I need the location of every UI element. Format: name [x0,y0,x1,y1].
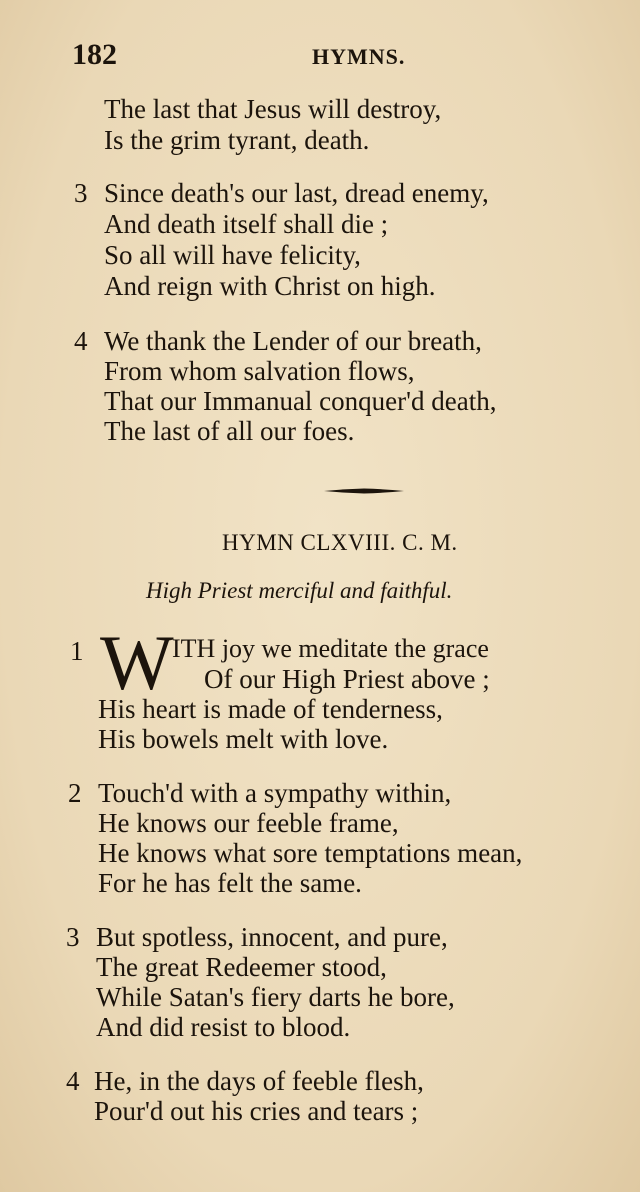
verse-line: We thank the Lender of our breath, [104,326,482,356]
verse-line: The great Redeemer stood, [96,952,387,982]
running-title: HYMNS. [312,44,406,69]
verse-number: 3 [66,922,80,952]
verse-line: And reign with Christ on high. [104,271,436,301]
verse-line: He, in the days of feeble flesh, [94,1066,424,1096]
verse-line: So all will have felicity, [104,240,361,270]
verse-number: 4 [74,326,88,356]
verse-line: That our Immanual conquer'd death, [104,386,497,416]
hymn-subtitle: High Priest merciful and faithful. [146,578,453,603]
verse-line: And death itself shall die ; [104,209,389,239]
verse-line: ITH joy we meditate the grace [172,634,489,663]
verse-line: Of our High Priest above ; [204,664,490,694]
verse-line: But spotless, innocent, and pure, [96,922,448,952]
drop-cap: W [100,619,174,706]
verse-line: The last that Jesus will destroy, [104,94,442,124]
verse-line: Is the grim tyrant, death. [104,125,370,155]
verse-line: Pour'd out his cries and tears ; [94,1096,419,1126]
ornamental-rule [324,488,404,494]
verse-line: Since death's our last, dread enemy, [104,178,489,208]
page-number: 182 [72,38,117,71]
verse-number: 4 [66,1066,80,1096]
verse-line: Touch'd with a sympathy within, [98,778,452,808]
verse-line: For he has felt the same. [98,868,362,898]
verse-line: His bowels melt with love. [98,724,389,754]
verse-number: 2 [68,778,82,808]
verse-line: He knows our feeble frame, [98,808,399,838]
hymn-title: HYMN CLXVIII. C. M. [222,530,458,555]
verse-line: He knows what sore temptations mean, [98,838,523,868]
verse-line: And did resist to blood. [96,1012,351,1042]
verse-number: 3 [74,178,88,208]
verse-line: His heart is made of tenderness, [98,694,443,724]
verse-line: While Satan's fiery darts he bore, [96,982,455,1012]
verse-number: 1 [70,636,84,666]
verse-line: The last of all our foes. [104,416,355,446]
verse-line: From whom salvation flows, [104,356,415,386]
